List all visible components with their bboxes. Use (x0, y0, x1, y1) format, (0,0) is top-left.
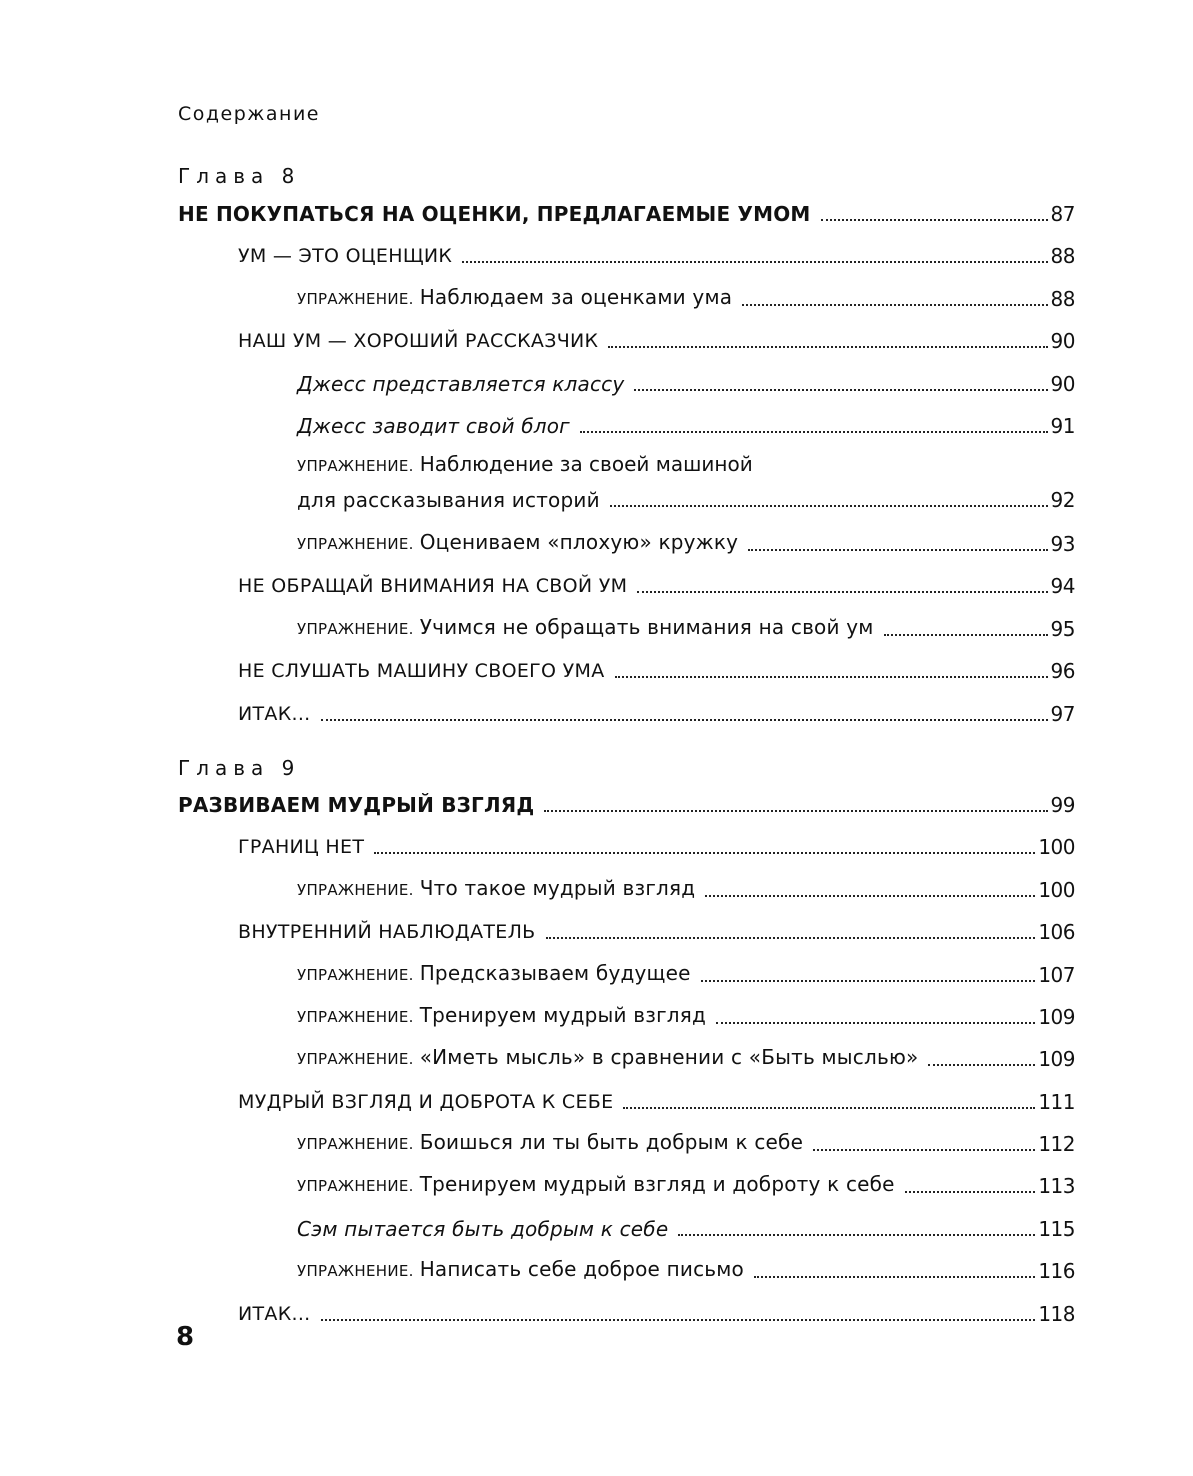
toc-section[interactable] (0, 653, 1075, 683)
entry-title: НАШ УМ — ХОРОШИЙ РАССКАЗЧИК (238, 330, 599, 352)
toc-section[interactable] (0, 568, 1075, 598)
dot-leader (813, 1149, 1035, 1151)
entry-title: НЕ ОБРАЩАЙ ВНИМАНИЯ НА СВОЙ УМ (238, 575, 628, 597)
dot-leader (701, 980, 1036, 982)
exercise-prefix: УПРАЖНЕНИЕ. (297, 290, 414, 308)
exercise-prefix: УПРАЖНЕНИЕ. (297, 881, 414, 899)
toc-chapter-title[interactable] (0, 196, 1075, 226)
entry-title: Наблюдение за своей машиной (419, 452, 753, 476)
entry-page: 106 (1038, 920, 1075, 944)
exercise-prefix: УПРАЖНЕНИЕ. (297, 1177, 414, 1195)
toc-section[interactable] (0, 696, 1075, 726)
entry-page: 93 (1050, 532, 1075, 556)
dot-leader (905, 1191, 1036, 1193)
entry-page: 96 (1050, 659, 1075, 683)
exercise-prefix: УПРАЖНЕНИЕ. (297, 966, 414, 984)
toc-exercise-line1[interactable] (297, 452, 753, 478)
entry-title: НЕ СЛУШАТЬ МАШИНУ СВОЕГО УМА (238, 660, 605, 682)
dot-leader (608, 346, 1047, 348)
entry-page: 90 (1050, 329, 1075, 353)
toc-section[interactable] (0, 829, 1075, 859)
entry-page: 109 (1038, 1047, 1075, 1071)
chapter-label: Глава 8 (178, 164, 301, 188)
toc-exercise[interactable] (0, 611, 1075, 641)
entry-title: Учимся не обращать внимания на свой ум (419, 615, 874, 639)
entry-title: «Иметь мысль» в сравнении с «Быть мыслью» (419, 1045, 919, 1069)
chapter-label: Глава 9 (178, 756, 301, 780)
exercise-prefix: УПРАЖНЕНИЕ. (297, 1135, 414, 1153)
exercise-prefix: УПРАЖНЕНИЕ. (297, 1050, 414, 1068)
entry-title: Джесс заводит свой блог (297, 414, 570, 438)
toc-chapter-title[interactable] (0, 787, 1075, 817)
entry-title: НЕ ПОКУПАТЬСЯ НА ОЦЕНКИ, ПРЕДЛАГАЕМЫЕ УМОМ (178, 202, 811, 226)
dot-leader (637, 591, 1047, 593)
toc-exercise[interactable] (0, 526, 1075, 556)
entry-title: Оцениваем «плохую» кружку (419, 530, 739, 554)
entry-title: ГРАНИЦ НЕТ (238, 836, 365, 858)
exercise-prefix: УПРАЖНЕНИЕ. (297, 1262, 414, 1280)
entry-page: 100 (1038, 835, 1075, 859)
entry-page: 118 (1038, 1302, 1075, 1326)
entry-page: 92 (1050, 488, 1075, 512)
entry-title: Написать себе доброе письмо (419, 1257, 744, 1281)
entry-page: 88 (1050, 287, 1075, 311)
dot-leader (821, 219, 1048, 221)
toc-exercise[interactable] (0, 872, 1075, 902)
entry-page: 100 (1038, 878, 1075, 902)
toc-section[interactable] (0, 238, 1075, 268)
toc-section[interactable] (0, 914, 1075, 944)
toc-exercise[interactable] (0, 1253, 1075, 1283)
exercise-prefix: УПРАЖНЕНИЕ. (297, 457, 414, 475)
entry-title-cont: для рассказывания историй (297, 488, 600, 512)
dot-leader (462, 261, 1047, 263)
dot-leader (678, 1234, 1035, 1236)
entry-page: 90 (1050, 372, 1075, 396)
entry-title: Тренируем мудрый взгляд (419, 1003, 707, 1027)
exercise-prefix: УПРАЖНЕНИЕ. (297, 1008, 414, 1026)
page-header: Содержание (178, 103, 320, 125)
dot-leader (742, 304, 1047, 306)
entry-page: 112 (1038, 1132, 1075, 1156)
entry-page: 111 (1038, 1090, 1075, 1114)
toc-exercise[interactable] (0, 999, 1075, 1029)
dot-leader (748, 549, 1047, 551)
entry-title: Боишься ли ты быть добрым к себе (419, 1130, 804, 1154)
entry-page: 88 (1050, 244, 1075, 268)
dot-leader (716, 1022, 1035, 1024)
dot-leader (610, 505, 1048, 507)
toc-section[interactable] (0, 1084, 1075, 1114)
exercise-prefix: УПРАЖНЕНИЕ. (297, 535, 414, 553)
dot-leader (705, 895, 1035, 897)
entry-page: 116 (1038, 1259, 1075, 1283)
toc-section[interactable] (0, 1296, 1075, 1326)
dot-leader (321, 1319, 1036, 1321)
entry-title: Сэм пытается быть добрым к себе (297, 1217, 669, 1241)
dot-leader (321, 719, 1048, 721)
dot-leader (623, 1107, 1035, 1109)
dot-leader (928, 1064, 1035, 1066)
entry-page: 87 (1050, 202, 1075, 226)
entry-title: УМ — ЭТО ОЦЕНЩИК (238, 245, 453, 267)
entry-title: Наблюдаем за оценками ума (419, 285, 733, 309)
entry-page: 115 (1038, 1217, 1075, 1241)
page-number: 8 (176, 1322, 195, 1352)
entry-page: 113 (1038, 1174, 1075, 1198)
exercise-prefix: УПРАЖНЕНИЕ. (297, 620, 414, 638)
toc-story[interactable] (0, 366, 1075, 396)
entry-page: 91 (1050, 414, 1075, 438)
entry-title: ИТАК... (238, 1303, 311, 1325)
toc-exercise[interactable] (0, 1126, 1075, 1156)
toc-exercise[interactable] (0, 957, 1075, 987)
entry-title: ВНУТРЕННИЙ НАБЛЮДАТЕЛЬ (238, 921, 536, 943)
entry-title: Что такое мудрый взгляд (419, 876, 696, 900)
dot-leader (615, 676, 1048, 678)
entry-page: 95 (1050, 617, 1075, 641)
entry-title: МУДРЫЙ ВЗГЛЯД И ДОБРОТА К СЕБЕ (238, 1091, 614, 1113)
entry-title: РАЗВИВАЕМ МУДРЫЙ ВЗГЛЯД (178, 793, 535, 817)
dot-leader (884, 634, 1048, 636)
toc-exercise[interactable] (0, 1168, 1075, 1198)
entry-page: 97 (1050, 702, 1075, 726)
dot-leader (546, 937, 1036, 939)
dot-leader (374, 852, 1035, 854)
dot-leader (754, 1276, 1035, 1278)
toc-exercise[interactable] (0, 281, 1075, 311)
entry-title: ИТАК... (238, 703, 311, 725)
dot-leader (634, 389, 1047, 391)
entry-title: Джесс представляется классу (297, 372, 625, 396)
toc-story[interactable] (0, 408, 1075, 438)
dot-leader (580, 431, 1048, 433)
entry-page: 99 (1050, 793, 1075, 817)
toc-section[interactable] (0, 323, 1075, 353)
entry-page: 109 (1038, 1005, 1075, 1029)
toc-story[interactable] (0, 1211, 1075, 1241)
entry-title: Тренируем мудрый взгляд и доброту к себе (419, 1172, 895, 1196)
entry-page: 107 (1038, 963, 1075, 987)
entry-page: 94 (1050, 574, 1075, 598)
dot-leader (544, 810, 1047, 812)
toc-exercise[interactable] (0, 1041, 1075, 1071)
toc-exercise[interactable] (0, 482, 1075, 512)
entry-title: Предсказываем будущее (419, 961, 691, 985)
